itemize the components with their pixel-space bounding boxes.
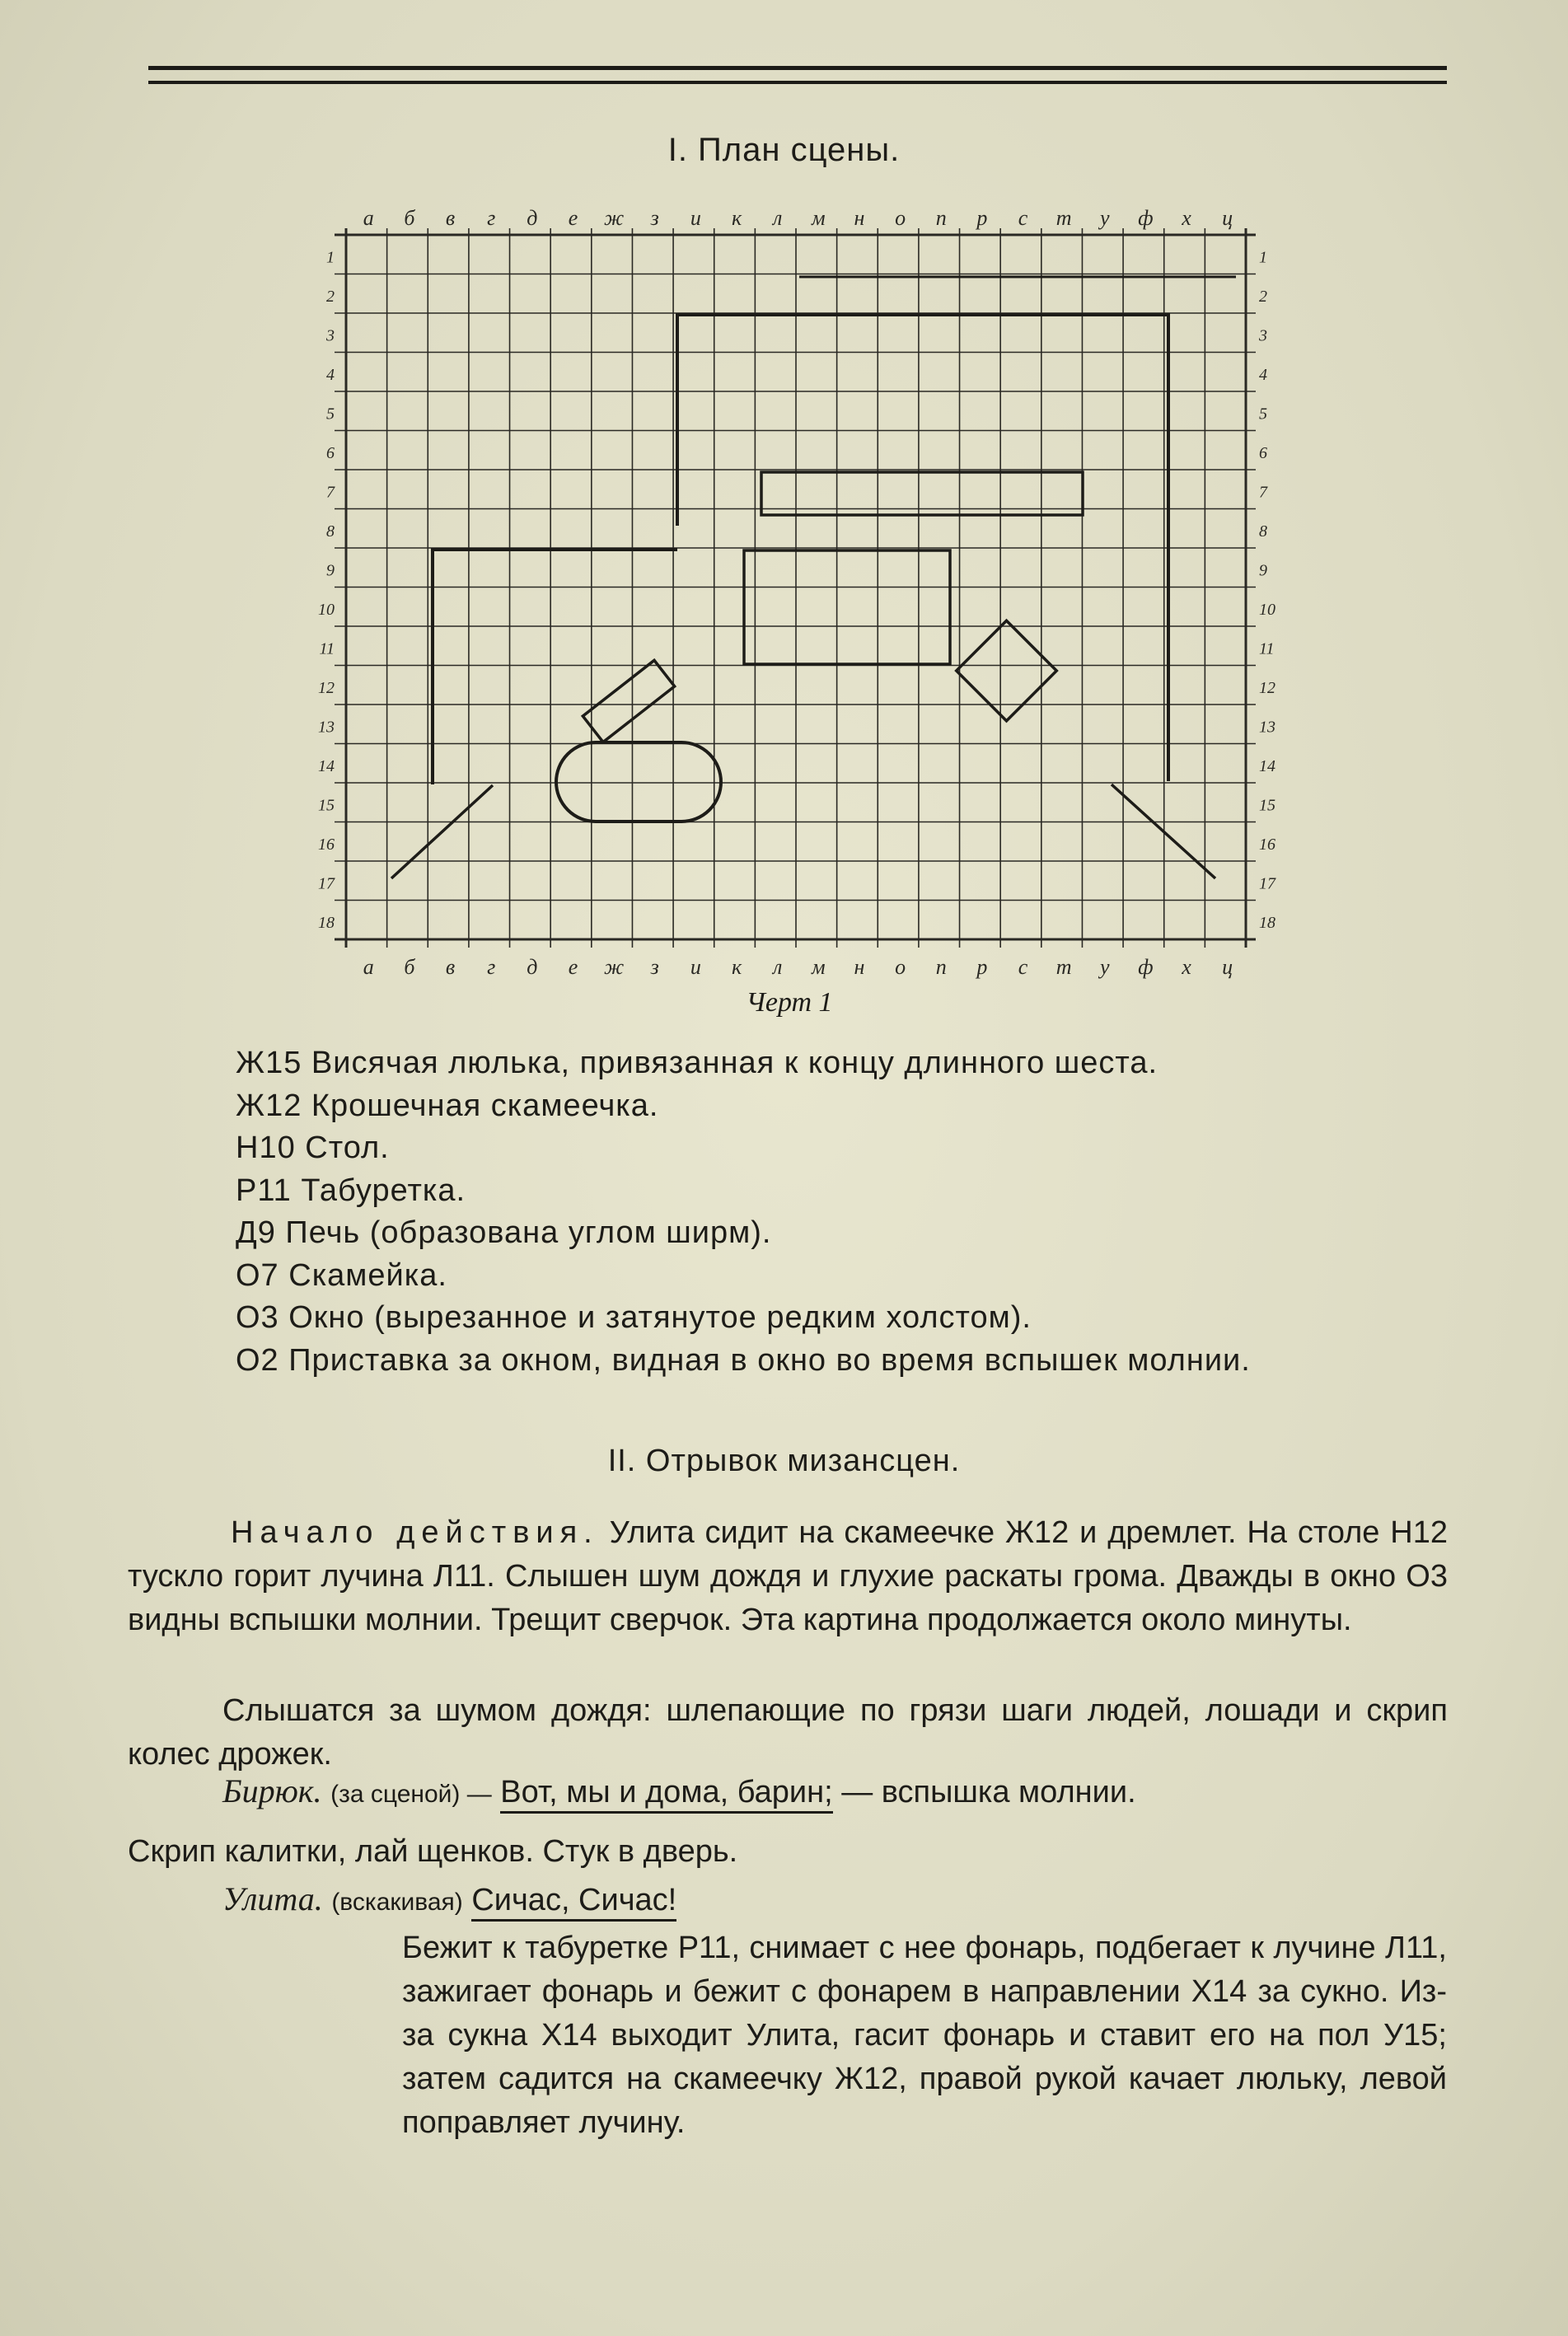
- legend-item: Ж15 Висячая люлька, привязанная к концу длинного шеста.: [236, 1046, 1158, 1080]
- column-letter-top: п: [935, 206, 947, 230]
- paragraph-lead: Начало действия.: [231, 1515, 599, 1550]
- column-letter-bottom: м: [812, 955, 826, 979]
- row-number-right: 7: [1259, 483, 1267, 502]
- column-letter-top: д: [527, 206, 538, 230]
- row-number-right: 2: [1259, 287, 1267, 306]
- column-letter-top: г: [487, 206, 496, 230]
- column-letter-bottom: с: [1018, 955, 1028, 979]
- row-number-left: 11: [319, 639, 335, 658]
- column-letter-top: х: [1182, 206, 1191, 230]
- legend-item: Ж12 Крошечная скамеечка.: [236, 1088, 659, 1123]
- column-letter-top: з: [650, 206, 659, 230]
- legend: [236, 1042, 1251, 1382]
- row-number-left: 10: [318, 600, 335, 619]
- column-letter-bottom: ж: [604, 955, 625, 979]
- row-number-right: 16: [1259, 835, 1275, 854]
- stage-note: (за сценой) —: [330, 1781, 492, 1808]
- column-letter-bottom: т: [1055, 955, 1072, 979]
- column-letter-bottom: к: [731, 955, 742, 979]
- row-number-left: 2: [326, 287, 335, 306]
- row-number-right: 17: [1259, 874, 1275, 893]
- row-number-right: 18: [1259, 913, 1275, 932]
- column-letter-top: р: [976, 206, 988, 230]
- legend-item: О7 Скамейка.: [236, 1257, 447, 1293]
- row-number-left: 12: [318, 678, 335, 697]
- legend-item: Н10 Стол.: [236, 1131, 390, 1165]
- column-letter-top: с: [1018, 206, 1028, 230]
- column-letter-top: а: [363, 206, 374, 230]
- paragraph-text: Улита сидит на скамеечке Ж12 и дремлет. На столе Н12 тускло горит лучина Л11. Слышен шум дождя и глухие раскаты грома. Дважды в окно О3 видны вспышки молнии. Трещит сверчок. Эта картина продолжается около минуты.: [128, 1515, 1449, 1637]
- row-number-left: 17: [318, 874, 335, 893]
- row-number-left: 13: [318, 718, 335, 737]
- row-number-left: 18: [318, 913, 335, 932]
- speech-after: — вспышка молнии.: [841, 1775, 1136, 1809]
- column-letter-bottom: д: [527, 955, 538, 979]
- row-number-right: 6: [1259, 443, 1267, 462]
- row-number-left: 9: [326, 561, 335, 580]
- row-number-right: 3: [1259, 326, 1267, 345]
- speaker-name: Бирюк.: [222, 1772, 322, 1809]
- paragraph-sounds: Слышатся за шумом дождя: шлепающие по грязи шаги людей, лошади и скрип колес дрожек.: [128, 1693, 1448, 1772]
- tiny-bench: [583, 660, 674, 742]
- column-letter-top: и: [690, 206, 701, 230]
- row-number-left: 16: [318, 835, 335, 854]
- column-letter-bottom: л: [772, 955, 783, 979]
- stage-direction: Бежит к табуретке Р11, снимает с нее фонарь, подбегает к лучине Л11, зажигает фонарь и бежит с фонарем в направлении Х14 за сукно. Из-за сукна Х14 выходит Улита, гасит фонарь и ставит его на пол У15; затем садится на скамеечку Ж12, правой рукой качает люльку, левой поправляет лучину.: [402, 1931, 1447, 2140]
- row-number-left: 3: [326, 326, 335, 345]
- plan-grid: [335, 228, 1256, 948]
- row-number-right: 12: [1259, 678, 1275, 697]
- speaker-name: Улита.: [222, 1880, 323, 1917]
- speech: Сичас, Сичас!: [471, 1883, 676, 1922]
- row-number-right: 4: [1259, 365, 1267, 384]
- column-letter-bottom: п: [935, 955, 947, 979]
- row-number-right: 1: [1259, 248, 1267, 267]
- section-title-plan: I. План сцены.: [667, 132, 901, 168]
- column-letter-top: о: [895, 206, 906, 230]
- column-letter-top: б: [404, 206, 415, 230]
- legend-item: Д9 Печь (образована углом ширм).: [236, 1215, 772, 1250]
- row-number-right: 15: [1259, 796, 1275, 815]
- column-letter-bottom: ф: [1138, 955, 1154, 979]
- column-letter-top: у: [1099, 206, 1110, 230]
- row-number-right: 13: [1259, 718, 1275, 737]
- column-letter-top: к: [731, 206, 742, 230]
- row-number-right: 14: [1259, 756, 1275, 775]
- cradle: [556, 742, 721, 822]
- legend-item: Р11 Табуретка.: [236, 1173, 466, 1208]
- column-letter-top: е: [568, 206, 578, 230]
- column-letter-bottom: г: [487, 955, 496, 979]
- column-letter-bottom: о: [895, 955, 906, 979]
- column-letter-bottom: н: [854, 955, 865, 979]
- row-number-left: 15: [318, 796, 335, 815]
- column-letter-top: н: [854, 206, 865, 230]
- row-number-right: 9: [1259, 561, 1267, 580]
- column-letter-bottom: в: [445, 955, 456, 979]
- column-letter-bottom: з: [650, 955, 659, 979]
- section-title-mise-en-scene: II. Отрывок мизансцен.: [607, 1444, 961, 1478]
- column-letter-bottom: у: [1099, 955, 1110, 979]
- biryuk-line-2: Скрип калитки, лай щенков. Стук в дверь.: [128, 1834, 738, 1869]
- stage-plan-diagram: [0, 0, 1568, 1030]
- row-number-right: 10: [1259, 600, 1275, 619]
- column-letter-top: ж: [604, 206, 625, 230]
- row-number-right: 11: [1259, 639, 1275, 658]
- row-number-left: 5: [326, 405, 335, 424]
- column-letter-top: т: [1055, 206, 1072, 230]
- row-number-left: 8: [326, 522, 335, 541]
- column-letter-bottom: р: [976, 955, 988, 979]
- row-number-left: 14: [318, 756, 335, 775]
- legend-item: О2 Приставка за окном, видная в окно во время вспышек молнии.: [236, 1342, 1251, 1378]
- column-letter-top: в: [445, 206, 456, 230]
- diagram-caption: Черт 1: [746, 987, 833, 1018]
- column-letter-top: л: [772, 206, 783, 230]
- row-number-left: 4: [326, 365, 335, 384]
- row-number-right: 8: [1259, 522, 1267, 541]
- speech: Вот, мы и дома, барин;: [500, 1775, 832, 1814]
- column-letter-bottom: а: [363, 955, 374, 979]
- column-letter-top: ф: [1138, 206, 1154, 230]
- ulita-line: [222, 1880, 676, 1918]
- column-letter-bottom: и: [690, 955, 701, 979]
- column-letter-bottom: ц: [1222, 955, 1233, 979]
- column-letter-bottom: б: [404, 955, 415, 979]
- left-side-cloth: [391, 785, 493, 878]
- row-number-left: 7: [326, 483, 335, 502]
- row-number-left: 6: [326, 443, 335, 462]
- column-letter-bottom: е: [568, 955, 578, 979]
- column-letter-bottom: х: [1182, 955, 1191, 979]
- stage-note: (вскакивая): [331, 1889, 463, 1916]
- plan-labels: [318, 206, 1276, 979]
- row-number-left: 1: [326, 248, 335, 267]
- plan-shapes: [391, 277, 1236, 878]
- column-letter-top: ц: [1222, 206, 1233, 230]
- legend-item: О3 Окно (вырезанное и затянутое редким холстом).: [236, 1300, 1032, 1335]
- column-letter-top: м: [812, 206, 826, 230]
- biryuk-line: [222, 1772, 1136, 1810]
- row-number-right: 5: [1259, 405, 1267, 424]
- paragraph-opening: [128, 1511, 1448, 1642]
